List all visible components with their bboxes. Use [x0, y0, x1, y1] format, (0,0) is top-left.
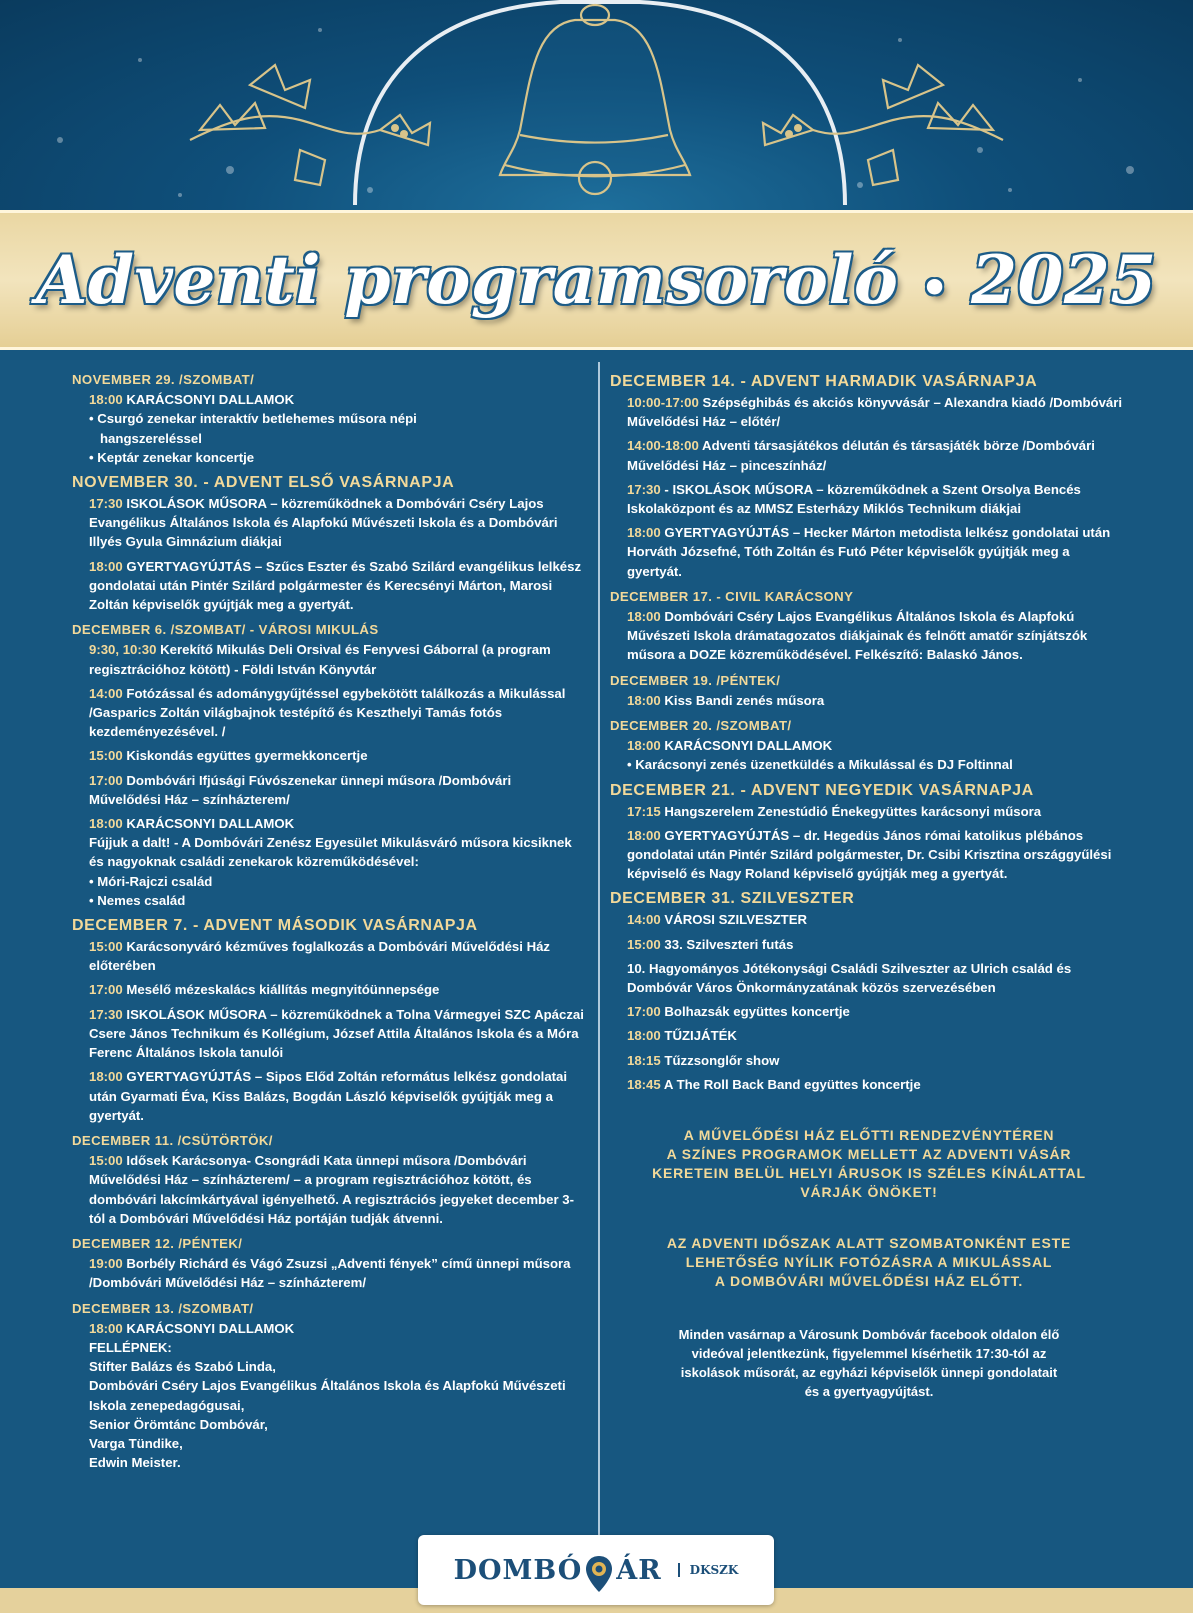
- event-description: [89, 390, 584, 409]
- day-heading: DECEMBER 6. /SZOMBAT/ - VÁROSI MIKULÁS: [72, 622, 379, 638]
- program-event: [610, 1026, 1128, 1045]
- event-text: Kerekítő Mikulás Deli Orsival és Fenyvesi Gáborral (a program regisztrációhoz kötött) - Földi István Könyvtár: [89, 642, 551, 677]
- event-time: 18:00: [89, 558, 123, 574]
- day-heading: DECEMBER 31. SZILVESZTER: [610, 890, 855, 908]
- event-time: 18:00: [627, 827, 661, 843]
- program-day: [72, 1299, 584, 1473]
- event-description: [89, 1151, 584, 1228]
- event-description: [89, 937, 584, 975]
- event-time: 19:00: [89, 1256, 123, 1272]
- event-description: [627, 910, 1128, 929]
- santa-notice-line: LEHETŐSÉG NYÍLIK FOTÓZÁSRA A MIKULÁSSAL: [685, 1254, 1053, 1271]
- event-description: [89, 494, 584, 552]
- event-time: 14:00-18:00: [627, 438, 699, 454]
- day-heading: DECEMBER 12. /PÉNTEK/: [72, 1235, 243, 1251]
- event-description: [89, 1067, 584, 1125]
- program-event: [610, 802, 1128, 821]
- event-detail-line: Fújjuk a dalt! - A Dombóvári Zenész Egyesület Mikulásváró műsora kicsiknek és nagyoknak családi zenekarok közreműködésével:: [89, 835, 576, 870]
- program-event: [72, 771, 584, 809]
- event-description: [627, 393, 1128, 431]
- event-description: [627, 436, 1128, 474]
- program-day: [610, 716, 1128, 775]
- event-description: [627, 1051, 1128, 1070]
- event-text: 33. Szilveszteri futás: [664, 936, 794, 952]
- event-detail-line: • Nemes család: [89, 892, 186, 908]
- event-text: ISKOLÁSOK MŰSORA – közreműködnek a Dombóvári Cséry Lajos Evangélikus Általános Iskola és Alapfokú Művészeti Iskola és a Dombóvári Illyés Gyula Gimnázium diákjai: [89, 496, 558, 550]
- event-description: [627, 607, 1128, 665]
- dombovar-logo: [418, 1535, 774, 1605]
- event-description: [89, 746, 584, 765]
- event-description: [627, 959, 1128, 997]
- event-time: 15:00: [89, 1153, 123, 1169]
- title-separator: •: [920, 263, 950, 314]
- column-divider: [598, 362, 600, 1540]
- day-heading: DECEMBER 14. - ADVENT HARMADIK VASÁRNAPJA: [610, 373, 1038, 390]
- event-time: 18:00: [89, 816, 123, 832]
- program-event: [72, 1005, 584, 1063]
- event-text: GYERTYAGYÚJTÁS – Szűcs Eszter és Szabó Szilárd evangélikus lelkész gondolatai után Pintér Szilárd polgármester és Kerecsényi Márton, Marosi Zoltán képviselők gyújtják meg a gyertyát.: [89, 558, 582, 613]
- event-text: Dombóvári Ifjúsági Fúvószenekar ünnepi műsora /Dombóvári Művelődési Ház – színházterem/: [89, 772, 512, 807]
- event-text: Idősek Karácsonya- Csongrádi Kata ünnepi műsora /Dombóvári Művelődési Ház – színházterem/ – a program regisztrációhoz kötött, és dombóvári lakcímkártyával igényelhető. A regisztrációs jegyeket december 3-tól a Dombóvári Művelődési Ház portáján tudják átvenni.: [89, 1153, 574, 1226]
- map-pin-icon: [584, 1555, 614, 1593]
- event-description: [627, 523, 1128, 581]
- event-description: [89, 980, 584, 999]
- event-time: 17:15: [627, 803, 661, 819]
- event-text: Tűzzsonglőr show: [664, 1052, 780, 1068]
- logo-text-left: DOMBÓ: [453, 1554, 583, 1586]
- facebook-note-line: iskolások műsorát, az egyházi képviselők ünnepi gondolatait: [680, 1365, 1058, 1381]
- event-description: [89, 640, 584, 678]
- program-event: [72, 557, 584, 615]
- header-artwork: [0, 0, 1193, 210]
- event-text: Bolhazsák együttes koncertje: [664, 1004, 850, 1020]
- event-text: KARÁCSONYI DALLAMOK: [664, 738, 833, 754]
- facebook-note-line: és a gyertyagyújtást.: [804, 1384, 934, 1400]
- event-time: 17:30: [89, 1006, 123, 1022]
- program-event: [72, 814, 584, 910]
- event-time: 18:00: [627, 525, 661, 541]
- event-text: A The Roll Back Band együttes koncertje: [663, 1076, 921, 1092]
- poster-title: [0, 213, 1193, 347]
- fair-notice-line: A MŰVELŐDÉSI HÁZ ELŐTTI RENDEZVÉNYTÉREN: [683, 1127, 1055, 1144]
- event-description: [89, 1254, 584, 1292]
- event-time: 17:30: [89, 496, 123, 512]
- event-detail-line: • Csurgó zenekar interaktív betlehemes műsora népi: [89, 411, 417, 427]
- event-text: KARÁCSONYI DALLAMOK: [126, 1320, 295, 1336]
- event-text: GYERTYAGYÚJTÁS – Sipos Előd Zoltán református lelkész gondolatai után Gyarmati Éva, Kiss Balázs, Bogdán László képviselők gyújtják meg a gyertyát.: [89, 1069, 568, 1123]
- event-time: 17:00: [89, 982, 123, 998]
- program-event: [610, 436, 1128, 474]
- logo-text-right: ÁR: [616, 1554, 662, 1586]
- fair-notice-line: A SZÍNES PROGRAMOK MELLETT AZ ADVENTI VÁSÁR: [666, 1146, 1072, 1163]
- event-description: [627, 1002, 1128, 1021]
- title-text: Adventi programsoroló: [36, 241, 899, 319]
- day-heading: NOVEMBER 30. - ADVENT ELSŐ VASÁRNAPJA: [72, 474, 455, 492]
- program-day: [72, 620, 584, 910]
- event-text: Kiss Bandi zenés műsora: [664, 692, 825, 708]
- program-day: [72, 1131, 584, 1228]
- event-detail-line: hangszereléssel: [89, 430, 202, 446]
- event-description: [627, 1075, 1128, 1094]
- event-text: - ISKOLÁSOK MŰSORA – közreműködnek a Szent Orsolya Bencés Iskolaközpont és az MMSZ Esterházy Miklós Technikum diákjai: [627, 481, 1081, 517]
- program-event: [610, 691, 1128, 710]
- bell-illustration: [0, 0, 1193, 210]
- event-description: [89, 1005, 584, 1063]
- santa-photo-notice: [610, 1234, 1128, 1291]
- event-text: Borbély Richárd és Vágó Zsuzsi „Adventi fények” című ünnepi műsora /Dombóvári Művelődési Ház – színházterem/: [89, 1256, 571, 1291]
- event-time: 17:30: [627, 481, 661, 497]
- santa-notice-line: AZ ADVENTI IDŐSZAK ALATT SZOMBATONKÉNT ESTE: [666, 1235, 1072, 1252]
- event-detail-line: Senior Örömtánc Dombóvár,: [89, 1416, 268, 1432]
- left-program-column: [72, 370, 584, 1478]
- event-description: [627, 802, 1128, 821]
- event-text: Kiskondás együttes gyermekkoncertje: [126, 748, 368, 764]
- program-event: [610, 736, 1128, 774]
- fair-notice: [610, 1126, 1128, 1202]
- program-event: [72, 1254, 584, 1292]
- event-time: 17:00: [89, 772, 123, 788]
- day-heading: DECEMBER 13. /SZOMBAT/: [72, 1300, 254, 1316]
- program-event: [610, 910, 1128, 929]
- event-description: [627, 826, 1128, 884]
- event-text: Fotózással és adománygyűjtéssel egybekötött találkozás a Mikulással /Gasparics Zoltán világbajnok testépítő és Keszthelyi Tamás fotós kezdeményezésével. /: [89, 685, 566, 740]
- day-heading: DECEMBER 20. /SZOMBAT/: [610, 718, 792, 734]
- event-time: 18:00: [627, 692, 661, 708]
- event-text: Dombóvári Cséry Lajos Evangélikus Általános Iskola és Alapfokú Művészeti Iskola drámatagozatos diákjainak és felnőtt amatőr színjátszók műsora a DOZE közreműködésével. Felkészítő: Balaskó János.: [627, 609, 1088, 663]
- program-event: [610, 1051, 1128, 1070]
- event-text: Karácsonyváró kézműves foglalkozás a Dombóvári Művelődési Ház előterében: [89, 939, 551, 974]
- event-time: 18:00: [89, 1320, 123, 1336]
- program-event: [72, 640, 584, 678]
- day-heading: DECEMBER 17. - CIVIL KARÁCSONY: [610, 588, 854, 604]
- event-text: GYERTYAGYÚJTÁS – Hecker Márton metodista lelkész gondolatai után Horváth Józsefné, Tóth Zoltán és Futó Péter képviselők gyújtják meg a gyertyát.: [627, 525, 1111, 579]
- event-detail-line: Stifter Balázs és Szabó Linda,: [89, 1359, 276, 1375]
- program-event: [610, 959, 1128, 997]
- title-band: [0, 210, 1193, 350]
- program-event: [610, 935, 1128, 954]
- program-day: [72, 916, 584, 1125]
- event-description: [89, 684, 584, 742]
- program-event: [610, 826, 1128, 884]
- program-day: [610, 372, 1128, 581]
- program-event: [72, 937, 584, 975]
- day-heading: DECEMBER 11. /CSÜTÖRTÖK/: [72, 1132, 273, 1148]
- program-event: [72, 746, 584, 765]
- event-time: 14:00: [89, 685, 123, 701]
- day-heading: DECEMBER 21. - ADVENT NEGYEDIK VASÁRNAPJA: [610, 781, 1034, 799]
- event-time: 18:00: [627, 609, 661, 625]
- program-event: [72, 1151, 584, 1228]
- program-event: [610, 1075, 1128, 1094]
- fair-notice-line: KERETEIN BELÜL HELYI ÁRUSOK IS SZÉLES KÍNÁLATTAL: [652, 1165, 1086, 1182]
- event-description: [627, 1026, 1128, 1045]
- event-detail-line: Edwin Meister.: [89, 1455, 181, 1471]
- event-description: [627, 691, 1128, 710]
- event-detail-line: • Móri-Rajczi család: [89, 873, 213, 889]
- program-day: [72, 370, 584, 467]
- program-day: [610, 781, 1128, 884]
- program-event: [72, 1067, 584, 1125]
- program-day: [72, 1234, 584, 1293]
- event-detail-line: • Karácsonyi zenés üzenetküldés a Mikulással és DJ Foltinnal: [627, 757, 1013, 773]
- event-text: Hangszerelem Zenestúdió Énekegyüttes karácsonyi műsora: [664, 803, 1042, 819]
- event-time: 18:00: [627, 1028, 661, 1044]
- event-time: 18:00: [89, 392, 123, 408]
- event-description: [89, 1319, 584, 1338]
- event-detail-line: Varga Tündike,: [89, 1435, 183, 1451]
- program-day: [72, 473, 584, 614]
- program-event: [610, 523, 1128, 581]
- event-time: 18:45: [627, 1076, 661, 1092]
- program-event: [72, 684, 584, 742]
- event-text: VÁROSI SZILVESZTER: [664, 912, 808, 928]
- event-time: 15:00: [627, 936, 661, 952]
- event-description: [89, 814, 584, 833]
- event-description: [627, 480, 1128, 518]
- event-time: 14:00: [627, 912, 661, 928]
- program-event: [72, 1319, 584, 1473]
- event-text: KARÁCSONYI DALLAMOK: [126, 816, 295, 832]
- event-detail-line: Dombóvári Cséry Lajos Evangélikus Általános Iskola és Alapfokú Művészeti Iskola zenepedagógusai,: [89, 1378, 570, 1413]
- event-text: 10. Hagyományos Jótékonysági Családi Szilveszter az Ulrich család és Dombóvár Város Önkormányzatának közös szervezésében: [627, 960, 1072, 996]
- day-heading: DECEMBER 7. - ADVENT MÁSODIK VASÁRNAPJA: [72, 917, 478, 935]
- facebook-note: [610, 1325, 1128, 1401]
- event-description: [89, 771, 584, 809]
- program-event: [72, 390, 584, 467]
- day-heading: NOVEMBER 29. /SZOMBAT/: [72, 372, 255, 387]
- event-time: 9:30, 10:30: [89, 642, 157, 658]
- program-event: [72, 980, 584, 999]
- event-time: 18:00: [89, 1069, 123, 1085]
- event-time: 18:00: [627, 738, 661, 754]
- event-text: TŰZIJÁTÉK: [664, 1028, 737, 1044]
- event-text: GYERTYAGYÚJTÁS – dr. Hegedüs János római katolikus plébános gondolatai után Pintér Szilárd polgármester, Dr. Csibi Krisztina országgyűlési képviselő és Nagy Roland képviselő gyújtják meg a gyertyát.: [627, 827, 1112, 882]
- event-text: Adventi társasjátékos délután és társasjáték börze /Dombóvári Művelődési Ház – pinceszínház/: [627, 438, 1095, 473]
- event-text: Mesélő mézeskalács kiállítás megnyitóünnepsége: [126, 982, 440, 998]
- santa-notice-line: A DOMBÓVÁRI MŰVELŐDÉSI HÁZ ELŐTT.: [714, 1273, 1024, 1290]
- event-time: 18:15: [627, 1052, 661, 1068]
- day-heading: DECEMBER 19. /PÉNTEK/: [610, 672, 781, 688]
- event-time: 10:00-17:00: [627, 395, 699, 410]
- event-description: [627, 736, 1128, 755]
- program-day: [610, 587, 1128, 665]
- event-text: Szépséghibás és akciós könyvvásár – Alexandra kiadó /Dombóvári Művelődési Ház – előtér/: [627, 395, 1123, 430]
- program-event: [610, 1002, 1128, 1021]
- right-program-column: [610, 370, 1128, 1401]
- event-time: 15:00: [89, 939, 123, 955]
- dkszk-logo: DKSZK: [678, 1563, 739, 1577]
- title-year: 2025: [971, 241, 1157, 319]
- program-event: [610, 607, 1128, 665]
- program-event: [610, 393, 1128, 431]
- program-day: [610, 889, 1128, 1094]
- program-event: [72, 494, 584, 552]
- facebook-note-line: Minden vasárnap a Városunk Dombóvár facebook oldalon élő: [678, 1327, 1060, 1343]
- facebook-note-line: videóval jelentkezünk, figyelemmel kísérhetik 17:30-tól az: [691, 1346, 1047, 1362]
- event-description: [89, 557, 584, 615]
- event-description: [627, 935, 1128, 954]
- event-text: KARÁCSONYI DALLAMOK: [126, 392, 295, 408]
- program-event: [610, 480, 1128, 518]
- event-detail-line: FELLÉPNEK:: [89, 1339, 172, 1355]
- fair-notice-line: VÁRJÁK ÖNÖKET!: [800, 1184, 938, 1201]
- event-time: 17:00: [627, 1004, 661, 1020]
- event-detail-line: • Keptár zenekar koncertje: [89, 449, 255, 465]
- program-day: [610, 671, 1128, 710]
- event-time: 15:00: [89, 748, 123, 764]
- event-text: ISKOLÁSOK MŰSORA – közreműködnek a Tolna Vármegyei SZC Apáczai Csere János Technikum és Kollégium, József Attila Általános Iskola és a Móra Ferenc Általános Iskola tanulói: [89, 1006, 584, 1061]
- right-schedule: [610, 372, 1128, 1094]
